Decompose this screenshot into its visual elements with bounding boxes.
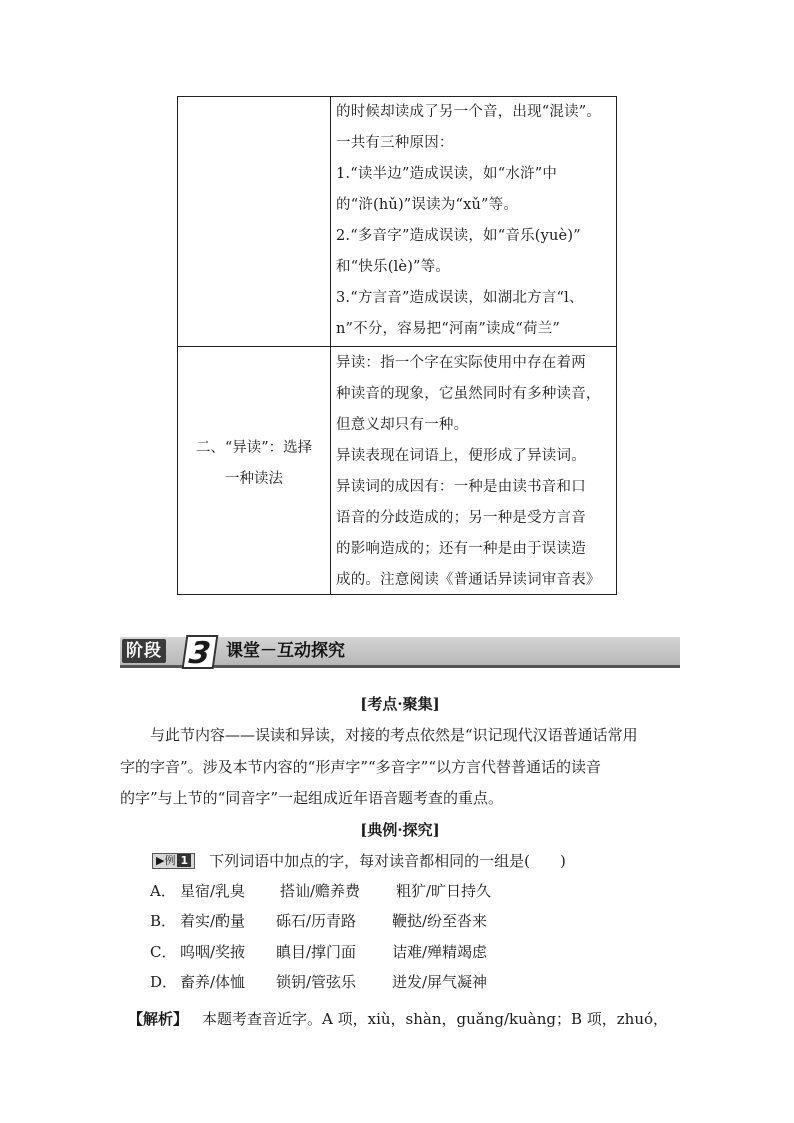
table-row2-right-cell — [336, 348, 616, 596]
option-item: 粗犷/旷日持久 — [396, 882, 492, 900]
table-text-line: 3.“方言音”造成误读，如湖北方言“l、 — [336, 290, 584, 306]
analysis-text: 本题考查音近字。A 项，xiù，shàn，guǎng/kuàng；B 项，zhuó， — [202, 1010, 669, 1028]
option-c — [150, 937, 487, 968]
option-item: 搭讪/赡养费 — [280, 882, 361, 900]
comparison-table — [177, 96, 617, 595]
option-item: 着实/酌量 — [180, 912, 246, 930]
table-row-heading: 二、“异读”：选择 — [195, 440, 313, 456]
analysis-line — [128, 1004, 668, 1035]
analysis-label: 【解析】 — [128, 1010, 189, 1028]
table-row2-left-cell — [178, 433, 330, 495]
example-question — [152, 846, 566, 877]
table-text-line: 1.“读半边”造成误读，如“水浒”中 — [336, 166, 558, 182]
stage-title: 课堂－互动探究 — [226, 641, 345, 661]
option-letter: B． — [150, 912, 177, 930]
table-text-line: 但意义却只有一种。 — [336, 417, 469, 433]
table-text-line: 的影响造成的；还有一种是由于误读造 — [336, 541, 586, 557]
paragraph-line: 的字”与上节的“同音字”一起组成近年语音题考查的重点。 — [120, 789, 504, 807]
option-letter: D． — [150, 973, 178, 991]
option-item: 畜养/体恤 — [180, 973, 246, 991]
option-letter: C． — [150, 943, 177, 961]
table-text-line: 的时候却读成了另一个音，出现“混读”。 — [336, 104, 602, 120]
table-text-line: 的“浒(hǔ)”误读为“xǔ”等。 — [336, 197, 519, 213]
table-row1-right-cell — [336, 97, 616, 345]
option-item: 迸发/屏气凝神 — [392, 973, 488, 991]
table-text-line: n”不分，容易把“河南”读成“荷兰” — [336, 321, 561, 337]
table-row-divider — [178, 346, 616, 347]
stage-label: 阶段 — [122, 639, 166, 663]
option-item: 瞋目/撑门面 — [276, 943, 357, 961]
section-heading-example: [典例·探究] — [360, 821, 440, 839]
table-text-line: 种读音的现象，它虽然同时有多种读音， — [336, 386, 601, 402]
option-item: 呜咽/奖掖 — [180, 943, 246, 961]
table-row-heading: 一种读法 — [225, 471, 283, 487]
option-d — [150, 967, 487, 998]
question-text: 下列词语中加点的字，每对读音都相同的一组是( ) — [209, 852, 566, 870]
option-item: 诘难/殚精竭虑 — [392, 943, 488, 961]
table-text-line: 成的。注意阅读《普通话异读词审音表》 — [336, 572, 601, 588]
option-letter: A． — [150, 882, 176, 900]
table-text-line: 异读词的成因有：一种是由读书音和口 — [336, 479, 586, 495]
table-text-line: 2.“多音字”造成误读，如“音乐(yuè)” — [336, 228, 581, 244]
option-b — [150, 906, 487, 937]
paragraph-line: 字的字音”。涉及本节内容的“形声字”“多音字”“以方言代替普通话的读音 — [120, 758, 602, 776]
example-number: 1 — [177, 854, 191, 867]
table-text-line: 和“快乐(lè)”等。 — [336, 259, 451, 275]
example-badge-text: ▶例 — [156, 854, 176, 867]
option-a — [150, 876, 491, 907]
option-item: 砾石/历青路 — [276, 912, 357, 930]
table-text-line: 语音的分歧造成的；另一种是受方言音 — [336, 510, 586, 526]
stage-banner — [120, 637, 680, 669]
example-badge — [152, 853, 195, 869]
paragraph-line: 与此节内容——误读和异读，对接的考点依然是“识记现代汉语普通话常用 — [150, 726, 638, 744]
option-item: 鞭挞/纷至沓来 — [392, 912, 488, 930]
table-text-line: 异读：指一个字在实际使用中存在着两 — [336, 355, 586, 371]
option-item: 星宿/乳臭 — [180, 882, 246, 900]
option-item: 锁钥/管弦乐 — [276, 973, 357, 991]
table-text-line: 一共有三种原因： — [336, 135, 454, 151]
stage-number: 3 — [182, 635, 219, 669]
table-text-line: 异读表现在词语上，便形成了异读词。 — [336, 448, 586, 464]
section-heading-focus: [考点·聚集] — [360, 695, 440, 713]
